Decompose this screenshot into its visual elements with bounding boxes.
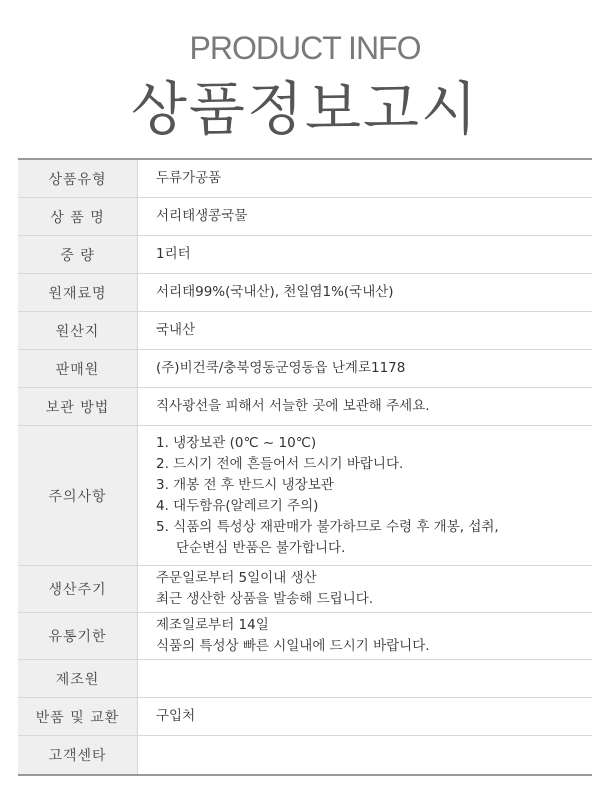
table-row [18, 660, 592, 698]
value-line: 2. 드시기 전에 흔들어서 드시기 바랍니다. [156, 455, 404, 472]
table-row [18, 388, 592, 426]
row-value [138, 312, 592, 349]
value-line: 주문일로부터 5일이내 생산 [156, 570, 317, 586]
row-value [138, 660, 592, 697]
row-value [138, 236, 592, 273]
table-row [18, 274, 592, 312]
value-line: 서리태99%(국내산), 천일염1%(국내산) [156, 284, 394, 300]
row-value [138, 613, 592, 659]
value-line: 제조일로부터 14일 [156, 617, 269, 633]
table-row [18, 613, 592, 660]
row-label: 보관 방법 [18, 388, 138, 425]
row-label: 반품 및 교환 [18, 698, 138, 735]
product-info-table [18, 158, 592, 776]
row-value [138, 388, 592, 425]
value-line: 서리태생콩국물 [156, 208, 248, 224]
row-label: 상 품 명 [18, 198, 138, 235]
table-row [18, 198, 592, 236]
value-line: 4. 대두함유(알레르기 주의) [156, 497, 319, 514]
row-label: 고객센타 [18, 736, 138, 774]
value-line: 1. 냉장보관 (0℃ ~ 10℃) [156, 434, 317, 451]
product-info-heading: PRODUCT INFO [189, 30, 421, 66]
table-row [18, 236, 592, 274]
value-line: 최근 생산한 상품을 발송해 드립니다. [156, 591, 374, 607]
value-line: 두류가공품 [156, 170, 222, 186]
row-value [138, 426, 592, 565]
table-row [18, 160, 592, 198]
table-row [18, 350, 592, 388]
row-value [138, 198, 592, 235]
row-label: 원산지 [18, 312, 138, 349]
row-label: 상품유형 [18, 160, 138, 197]
row-label: 주의사항 [18, 426, 138, 565]
row-label: 판매원 [18, 350, 138, 387]
table-row [18, 426, 592, 566]
table-row [18, 736, 592, 774]
value-line: 구입처 [156, 708, 196, 724]
row-value [138, 566, 592, 612]
table-row [18, 312, 592, 350]
value-line: (주)비건쿡/충북영동군영동읍 난계로1178 [156, 360, 406, 376]
row-label: 제조원 [18, 660, 138, 697]
value-line: 식품의 특성상 빠른 시일내에 드시기 바랍니다. [156, 638, 430, 654]
page-title: 상품정보고시 [130, 75, 480, 143]
row-value [138, 350, 592, 387]
value-line: 단순변심 반품은 불가합니다. [176, 539, 346, 556]
value-line: 국내산 [156, 322, 196, 338]
row-value [138, 274, 592, 311]
value-line: 직사광선을 피해서 서늘한 곳에 보관해 주세요. [156, 398, 430, 414]
value-line: 5. 식품의 특성상 재판매가 불가하므로 수령 후 개봉, 섭취, [156, 518, 499, 535]
row-label: 생산주기 [18, 566, 138, 612]
value-line: 3. 개봉 전 후 반드시 냉장보관 [156, 476, 334, 493]
row-value [138, 698, 592, 735]
row-value [138, 736, 592, 774]
value-line: 1리터 [156, 246, 191, 262]
row-label: 원재료명 [18, 274, 138, 311]
table-row [18, 566, 592, 613]
row-label: 유통기한 [18, 613, 138, 659]
row-label: 중 량 [18, 236, 138, 273]
table-row [18, 698, 592, 736]
row-value [138, 160, 592, 197]
